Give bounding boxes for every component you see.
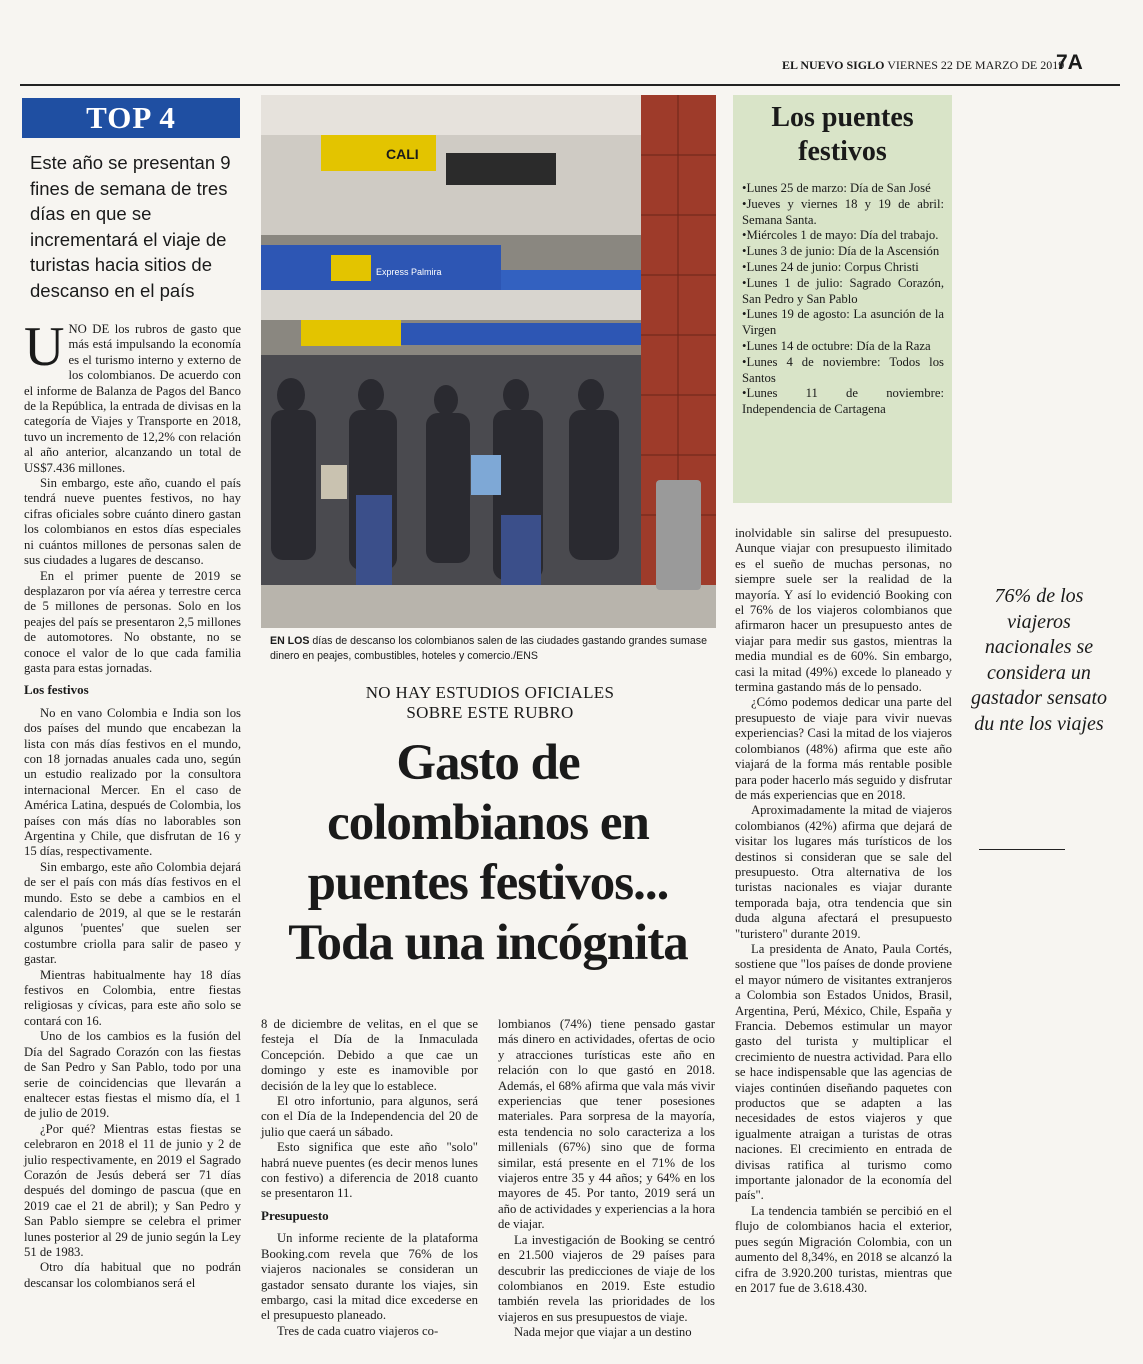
bus-terminal-photo	[261, 95, 716, 628]
issue-date: VIERNES 22 DE MARZO DE 2019	[887, 58, 1065, 72]
article-paragraph: Aproximadamente la mitad de viajeros colombianos (42%) afirma que dejará de visitar los lugares más turísticos de los destinos si consideran que se sale del presupuesto. Otra alternativa de los turistas nacionales es viajar durante temporada baja, otra tendencia que sin duda alguna afectará el presupuesto "turistero" durante 2019.	[735, 803, 952, 941]
headline	[256, 733, 720, 973]
newspaper-name: EL NUEVO SIGLO	[782, 58, 885, 72]
top-rule	[20, 84, 1120, 86]
caption-lead: EN LOS	[270, 635, 310, 647]
photo-caption	[270, 634, 710, 664]
article-paragraph: La presidenta de Anato, Paula Cortés, sostiene que "los países de donde proviene el mayor número de visitantes extranjeros a Colombia son Estados Unidos, Brasil, Argentina, Perú, México, Chile, España y Francia. Debemos estimular un mayor gasto del turista y multiplicar el crecimiento de nuestra actividad. Para ello se hace indispensable que las agencias de viajes continúen diseñando paquetes con productos que se adapten a las necesidades de estos viajeros y que igualmente atraigan a turistas de otras naciones. El crecimiento en entrada de divisas ratifica al turismo como importante jalonador de la economía del país".	[735, 941, 952, 1203]
article-paragraph: No en vano Colombia e India son los dos países del mundo que encabezan la lista con más días festivos en el mundo, con 18 jornadas anuales cada uno, según un estudio realizado por la consultora internacional Mercer. En el caso de América Latina, después de Colombia, los países con más días no laborables son Argentina y Chile, que disfrutan de 16 y 15 días, respectivamente.	[24, 705, 241, 859]
drop-cap: U	[24, 316, 65, 378]
article-column-2	[261, 1017, 478, 1339]
holiday-item: •Lunes 11 de noviembre: Independencia de Cartagena	[742, 386, 944, 417]
holiday-item: •Lunes 3 de junio: Día de la Ascensión	[742, 244, 940, 259]
article-paragraph: La investigación de Booking se centró en 21.500 viajeros de 29 países para descubrir las predicciones de viaje de los colombianos en 2019. Este estudio también revela las prioridades de los viajeros en sus presupuestos de viaje.	[498, 1232, 715, 1324]
headline-line: Toda una incógnita	[288, 915, 688, 971]
holiday-item: •Lunes 14 de octubre: Día de la Raza	[742, 338, 931, 353]
kicker-line: NO HAY ESTUDIOS OFICIALES	[365, 683, 615, 702]
article-paragraph: En el primer puente de 2019 se desplazaron por vía aérea y terrestre cerca de 5 millones de personas. Solo en los peajes del país se presentaron 2,5 millones de automotores. No obstante, no se conoce el valor de lo que cada familia gasta para estas jornadas.	[24, 568, 241, 675]
article-paragraph: Otro día habitual que no podrán descansar los colombianos será el	[24, 1260, 241, 1290]
article-paragraph: Nada mejor que viajar a un destino	[514, 1325, 692, 1340]
article-paragraph: 8 de diciembre de velitas, en el que se festeja el Día de la Inmaculada Concepción. Debido a que cae un domingo y este es inamovible por decisión de la ley que lo establece.	[261, 1017, 478, 1093]
article-paragraph: lombianos (74%) tiene pensado gastar más dinero en actividades, ofertas de ocio y atracciones turísticas este año en relación con lo que gastó en 2018. Además, el 68% afirma que vala más vivir experiencias que tener posesiones materiales. Para sorpresa de la mayoría, esta tendencia no solo caracteriza a los millenials (67%) sino que de forma similar, está presente en el 71% de los viajeros entre 35 y 44 años; y 64% en los mayores de 45. Por tanto, 2019 será un año de actividades y experiencias a la hora de viajar.	[498, 1017, 715, 1232]
article-column-1	[24, 316, 241, 1291]
article-paragraph: Un informe reciente de la plataforma Booking.com revela que 76% de los viajeros nacionales se consideran un gastador sensato durante los viajes, sin embargo, casi la mitad dice excederse en el presupuesto planeado.	[261, 1231, 478, 1323]
holiday-list	[742, 181, 944, 418]
article-paragraph: Sin embargo, este año Colombia dejará de ser el país con más días festivos en el mundo. Esto se debe a cambios en el calendario de 2019, al que se le restarán algunos 'puentes' que suelen ser costumbre criolla para salir de paseo y gastar.	[24, 859, 241, 967]
express-palmira-sign: Express Palmira	[376, 267, 442, 277]
holiday-item: •Lunes 24 de junio: Corpus Christi	[742, 259, 919, 274]
article-column-4	[735, 526, 952, 1296]
article-paragraph: Sin embargo, este año, cuando el país tendrá nueve puentes festivos, no hay cifras oficiales sobre cuánto dinero gastan los colombianos en estos días especiales ni cuántos millones de personas salen de sus ciudades a lugares de descanso.	[24, 476, 241, 568]
article-paragraph: ¿Por qué? Mientras estas fiestas se celebraron en 2018 el 11 de junio y 2 de julio respectivamente, en 2019 el Sagrado Corazón de Jesús deberá ser 71 días después del domingo de pascua (que en 2019 cae el 21 de abril); y San Pedro y San Pablo siempre se celebra el primer lunes posterior al 29 de junio según la Ley 51 de 1983.	[24, 1121, 241, 1259]
article-column-3	[498, 1017, 715, 1341]
subheading: Presupuesto	[261, 1207, 329, 1223]
holiday-item: •Lunes 1 de julio: Sagrado Corazón, San Pedro y San Pablo	[742, 275, 944, 306]
caption-text: días de descanso los colombianos salen de las ciudades gastando grandes sumase dinero en peajes, combustibles, hoteles y comercio./ENS	[270, 635, 707, 662]
article-paragraph: El otro infortunio, para algunos, será con el Día de la Independencia del 20 de julio que caerá un sábado.	[261, 1094, 478, 1139]
article-paragraph: Esto significa que este año "solo" habrá nueve puentes (es decir menos lunes con festivo) a diferencia de 2018 cuanto se presentaron 11.	[261, 1140, 478, 1201]
holiday-item: •Lunes 25 de marzo: Día de San José	[742, 181, 931, 195]
masthead	[782, 51, 1102, 80]
headline-line: puentes festivos...	[307, 855, 669, 911]
headline-line: colombianos en	[327, 795, 649, 851]
article-paragraph: Mientras habitualmente hay 18 días festivos en Colombia, entre fiestas religiosas y cívicas, para este año solo se contará con 16.	[24, 967, 241, 1028]
article-paragraph: ¿Cómo podemos dedicar una parte del presupuesto de viaje para vivir nuevas experiencias? Casi la mitad de los viajeros colombianos (48%) afirma que este año viajará de la forma más rentable posible para poder hacerlo más seguido y disfrutar de más experiencias que en 2018.	[735, 695, 952, 802]
article-paragraph: La tendencia también se percibió en el flujo de colombianos hacia el exterior, pues según Migración Colombia, con un aumento del 8,34%, en 2018 se alcanzó la cifra de 3.920.200 turistas, mientras que en 2017 fue de 3.618.430.	[735, 1203, 952, 1295]
page-number: 7A	[1056, 51, 1083, 74]
article-paragraph: UNO DE los rubros de gasto que más está impulsando la economía es el turismo interno y externo de los colombianos. De acuerdo con el informe de Balanza de Pagos del Banco de la República, la entrada de divisas en la categoría de Viajes y Transporte en 2018, tuvo un incremento de 12,2% con relación al año anterior, alcanzando un total de US$7.436 millones.	[24, 316, 241, 475]
article-paragraph: Tres de cada cuatro viajeros co-	[277, 1323, 439, 1338]
cali-sign: CALI	[386, 146, 419, 162]
holiday-item: •Miércoles 1 de mayo: Día del trabajo.	[742, 228, 939, 243]
kicker-line: SOBRE ESTE RUBRO	[406, 703, 574, 722]
sidebar-title: Los puentes festivos	[771, 102, 914, 167]
kicker	[300, 683, 680, 723]
holiday-item: •Jueves y viernes 18 y 19 de abril: Semana Santa.	[742, 196, 944, 227]
section-label: TOP 4	[22, 98, 240, 138]
pull-quote-rule	[979, 849, 1065, 850]
subheading: Los festivos	[24, 682, 89, 698]
article-paragraph: inolvidable sin salirse del presupuesto. Aunque viajar con presupuesto ilimitado es el sueño de muchas personas, no siempre suele ser la realidad de la mayoría. Y así lo evidenció Booking con el 76% de los viajeros colombianos que afirmaron hacer un presupuesto antes de viajar para medir sus gastos, mientras la media mundial es de 60%. Sin embargo, casi la mitad (49%) excede lo planeado y termina gastando más de lo pensado.	[735, 526, 952, 695]
pull-quote: 76% de los viajeros nacionales se considera un gastador sensato du nte los viajes	[970, 585, 1108, 735]
holiday-item: •Lunes 19 de agosto: La asunción de la Virgen	[742, 307, 944, 338]
lead-summary: Este año se presentan 9 fines de semana de tres días en que se incrementará el viaje de turistas hacia sitios de descanso en el país	[30, 152, 231, 301]
photo-illustration	[261, 95, 716, 628]
holiday-item: •Lunes 4 de noviembre: Todos los Santos	[742, 354, 944, 385]
article-paragraph: Uno de los cambios es la fusión del Día del Sagrado Corazón con las fiestas de San Pedro y San Pablo, todo por una serie de coincidencias que llevarán a enaltecer estas fiestas el mismo día, el 1 de julio de 2019.	[24, 1029, 241, 1121]
headline-line: Gasto de	[396, 735, 580, 791]
